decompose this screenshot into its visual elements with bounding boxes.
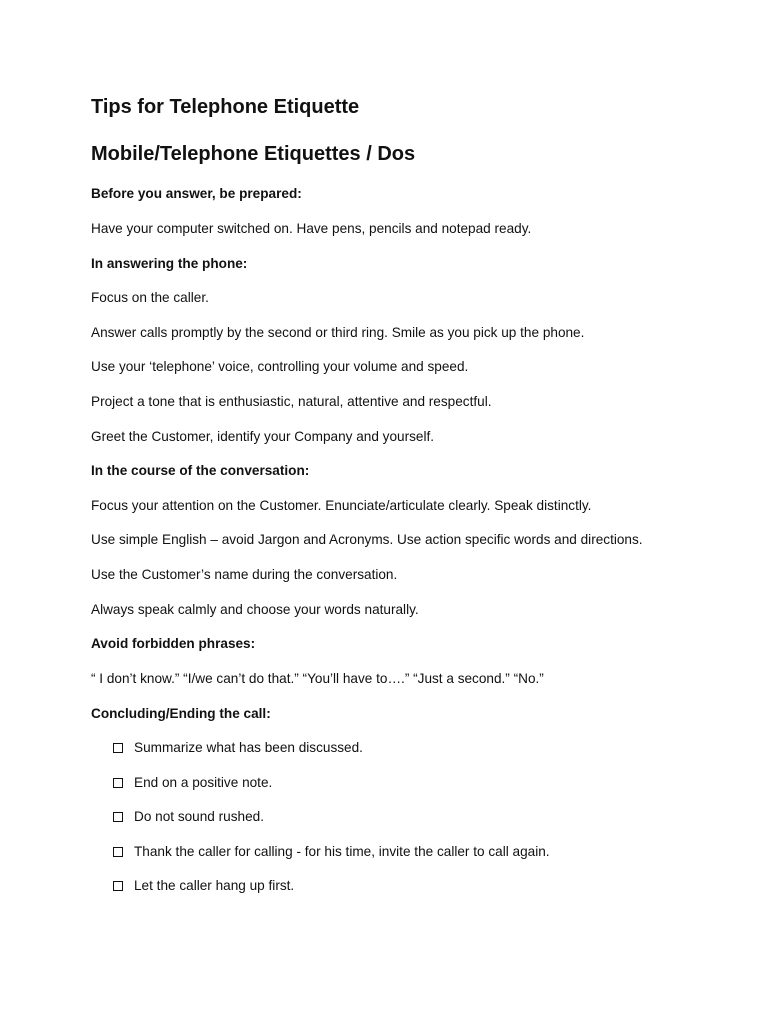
checkbox-icon	[113, 743, 123, 753]
section-heading-answering: In answering the phone:	[91, 256, 248, 271]
paragraph: Use simple English – avoid Jargon and Acronyms. Use action specific words and directions.	[91, 532, 643, 547]
paragraph: “ I don’t know.” “I/we can’t do that.” “You’ll have to….” “Just a second.” “No.”	[91, 671, 544, 686]
paragraph: Project a tone that is enthusiastic, natural, attentive and respectful.	[91, 394, 492, 409]
paragraph: Use the Customer’s name during the conversation.	[91, 567, 398, 582]
checkbox-icon	[113, 812, 123, 822]
checkbox-icon	[113, 881, 123, 891]
list-item-text: Summarize what has been discussed.	[134, 740, 363, 755]
list-item-text: End on a positive note.	[134, 775, 273, 790]
paragraph: Always speak calmly and choose your words naturally.	[91, 602, 419, 617]
list-item	[113, 739, 363, 757]
document-title: Tips for Telephone Etiquette	[91, 96, 360, 118]
list-item-text: Let the caller hang up first.	[134, 878, 295, 893]
document-subtitle: Mobile/Telephone Etiquettes / Dos	[91, 143, 416, 165]
checkbox-icon	[113, 778, 123, 788]
paragraph: Greet the Customer, identify your Company and yourself.	[91, 429, 435, 444]
paragraph: Use your ‘telephone’ voice, controlling your volume and speed.	[91, 359, 469, 374]
paragraph: Answer calls promptly by the second or third ring. Smile as you pick up the phone.	[91, 325, 585, 340]
list-item	[113, 843, 550, 861]
checkbox-icon	[113, 847, 123, 857]
list-item	[113, 808, 264, 826]
section-heading-forbidden: Avoid forbidden phrases:	[91, 636, 256, 651]
paragraph: Have your computer switched on. Have pens, pencils and notepad ready.	[91, 221, 532, 236]
list-item-text: Do not sound rushed.	[134, 809, 264, 824]
list-item	[113, 774, 272, 792]
section-heading-conversation: In the course of the conversation:	[91, 463, 310, 478]
paragraph: Focus your attention on the Customer. Enunciate/articulate clearly. Speak distinctly.	[91, 498, 592, 513]
section-heading-prepare: Before you answer, be prepared:	[91, 186, 302, 201]
list-item	[113, 877, 294, 895]
list-item-text: Thank the caller for calling - for his time, invite the caller to call again.	[134, 844, 550, 859]
section-heading-concluding: Concluding/Ending the call:	[91, 706, 271, 721]
paragraph: Focus on the caller.	[91, 290, 209, 305]
